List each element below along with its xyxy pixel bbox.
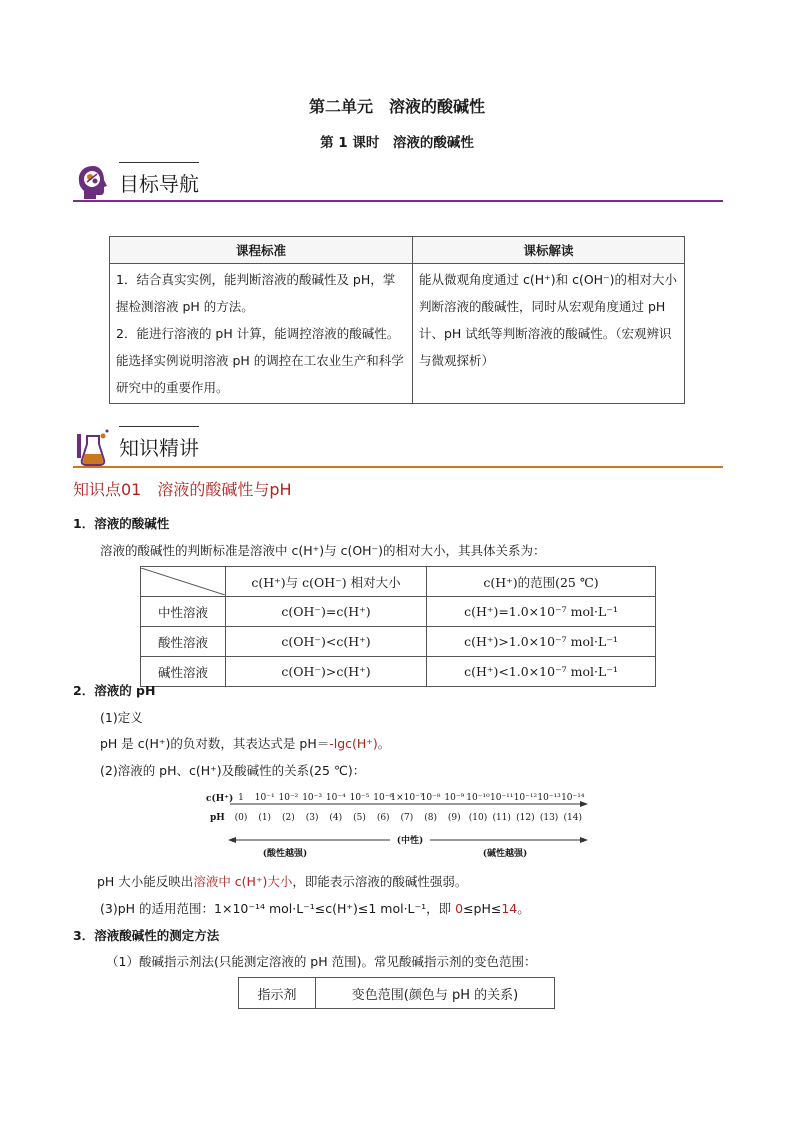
ph-tick-label: (2) — [282, 813, 295, 823]
acidity-intro: 溶液的酸碱性的判断标准是溶液中 c(H⁺)与 c(OH⁻)的相对大小，其具体关系为： — [100, 543, 546, 558]
ch-tick-label: 10⁻³ — [302, 793, 323, 803]
heading-acidity: 1．溶液的酸碱性 — [73, 516, 170, 531]
heading-ph: 2．溶液的 pH — [73, 683, 156, 698]
row-label: 酸性溶液 — [141, 627, 226, 657]
ph-tick-label: (12) — [516, 813, 535, 823]
relation-label: (2)溶液的 pH、c(H⁺)及酸碱性的关系(25 ℃)： — [100, 763, 366, 778]
standard-item-1: 1．结合真实实例，能判断溶液的酸碱性及 pH，掌握检测溶液 pH 的方法。 — [116, 272, 396, 314]
table-header: 课程标准 — [110, 237, 413, 264]
diagonal-header-cell — [141, 567, 226, 597]
ch-tick-label: 10⁻⁹ — [444, 793, 465, 803]
ph-scale-diagram — [200, 788, 594, 860]
ph-range-a: (3)pH 的适用范围：1×10⁻¹⁴ mol·L⁻¹≤c(H⁺)≤1 mol·L⁻¹，即 — [100, 901, 456, 916]
definition-formula: -lgc(H⁺) — [329, 736, 378, 751]
definition-label: (1)定义 — [100, 710, 143, 725]
ph-reflect-b: ，即能表示溶液的酸碱性强弱。 — [292, 874, 468, 889]
ph-tick-label: (1) — [258, 813, 272, 823]
section-header-knowledge — [73, 426, 723, 466]
definition-text — [100, 734, 390, 752]
indicator-table — [238, 977, 555, 1009]
ch-tick-label: 1×10⁻⁷ — [390, 793, 424, 803]
table-header: c(H⁺)与 c(OH⁻) 相对大小 — [226, 567, 427, 597]
ph-tick-label: (10) — [468, 813, 488, 823]
ph-tick-label: (11) — [492, 813, 511, 823]
ph-reflect-text — [97, 872, 467, 890]
ch-tick-label: 10⁻¹ — [254, 793, 275, 803]
ch-tick-label: 10⁻¹² — [513, 793, 538, 803]
section-divider-purple — [73, 200, 723, 202]
neutral-label: (中性) — [396, 836, 424, 846]
ph-tick-label: (3) — [305, 813, 319, 823]
ph-reflect-a: pH 大小能反映出 — [97, 874, 194, 889]
definition-text-a: pH 是 c(H⁺)的负对数，其表达式是 pH＝ — [100, 736, 330, 751]
ph-scale-svg — [200, 788, 594, 860]
ph-tick-label: (13) — [539, 813, 559, 823]
base-direction-label: (碱性越强) — [482, 849, 528, 859]
heading-measurement: 3．溶液酸碱性的测定方法 — [73, 928, 220, 943]
indicator-intro: （1）酸碱指示剂法(只能测定溶液的 pH 范围)。常见酸碱指示剂的变色范围： — [106, 954, 537, 969]
ch-tick-label: 10⁻⁵ — [349, 793, 370, 803]
standard-item-2: 2．能进行溶液的 pH 计算，能调控溶液的酸碱性。能选择实例说明溶液 pH 的调控在工农业生产和科学研究中的重要作用。 — [116, 326, 404, 395]
ch-tick-label: 10⁻⁴ — [325, 793, 346, 803]
ph-tick-label: (9) — [447, 813, 461, 823]
ch-tick-label: 10⁻⁶ — [373, 793, 394, 803]
ph-tick-label: (4) — [329, 813, 343, 823]
ch-tick-label: 10⁻¹⁰ — [466, 793, 490, 803]
ph-tick-label: (14) — [563, 813, 583, 823]
standards-interpretation-cell: 能从微观角度通过 c(H⁺)和 c(OH⁻)的相对大小判断溶液的酸碱性，同时从宏观角度通过 pH 计、pH 试纸等判断溶液的酸碱性。（宏观辨识与微观探析） — [413, 264, 685, 404]
ch-tick-label: 10⁻² — [278, 793, 299, 803]
ch-tick-label: 10⁻¹³ — [537, 793, 561, 803]
goals-table — [109, 236, 685, 404]
ph-tick-label: (0) — [234, 813, 248, 823]
row-label: 碱性溶液 — [141, 657, 226, 687]
range-cell: c(H⁺)<1.0×10⁻⁷ mol·L⁻¹ — [427, 657, 656, 687]
acid-direction-label: (酸性越强) — [262, 849, 308, 859]
row-label: 中性溶液 — [141, 597, 226, 627]
ph-axis-label: pH — [210, 813, 225, 823]
table-header: 指示剂 — [239, 978, 316, 1009]
ch-tick-label: 1 — [238, 793, 244, 803]
table-header: c(H⁺)的范围(25 ℃) — [427, 567, 656, 597]
section-title: 知识精讲 — [119, 436, 199, 460]
ph-range-mid: ≤pH≤ — [463, 901, 502, 916]
table-header: 变色范围(颜色与 pH 的关系) — [316, 978, 555, 1009]
acidity-table — [140, 566, 656, 687]
ph-reflect-highlight: 溶液中 c(H⁺)大小 — [193, 874, 293, 889]
ch-axis-label: c(H⁺) — [206, 794, 234, 804]
ph-range-b: 。 — [517, 901, 530, 916]
ch-tick-label: 10⁻¹¹ — [489, 793, 514, 803]
ph-tick-label: (7) — [400, 813, 414, 823]
relation-cell: c(OH⁻)=c(H⁺) — [226, 597, 427, 627]
section-header-topline — [119, 426, 199, 427]
ph-tick-label: (5) — [353, 813, 366, 823]
ph-tick-label: (6) — [376, 813, 390, 823]
knowledge-point-title: 知识点01 溶液的酸碱性与pH — [73, 480, 292, 499]
section-divider-orange — [73, 466, 723, 468]
range-cell: c(H⁺)=1.0×10⁻⁷ mol·L⁻¹ — [427, 597, 656, 627]
definition-text-b: 。 — [377, 736, 391, 751]
page-subtitle: 第 1 课时 溶液的酸碱性 — [320, 135, 474, 151]
ph-range-text — [100, 899, 530, 917]
course-standards-cell — [110, 264, 413, 404]
ph-range-min: 0 — [455, 901, 464, 916]
ph-range-max: 14 — [501, 901, 518, 916]
ch-tick-label: 10⁻¹⁴ — [561, 793, 585, 803]
page-title: 第二单元 溶液的酸碱性 — [308, 97, 485, 116]
range-cell: c(H⁺)>1.0×10⁻⁷ mol·L⁻¹ — [427, 627, 656, 657]
section-title: 目标导航 — [119, 172, 199, 196]
relation-cell: c(OH⁻)<c(H⁺) — [226, 627, 427, 657]
relation-cell: c(OH⁻)>c(H⁺) — [226, 657, 427, 687]
ph-tick-label: (8) — [424, 813, 437, 823]
section-header-goals — [73, 162, 723, 202]
ch-tick-label: 10⁻⁸ — [420, 793, 441, 803]
section-header-topline — [119, 162, 199, 163]
table-header: 课标解读 — [413, 237, 685, 264]
